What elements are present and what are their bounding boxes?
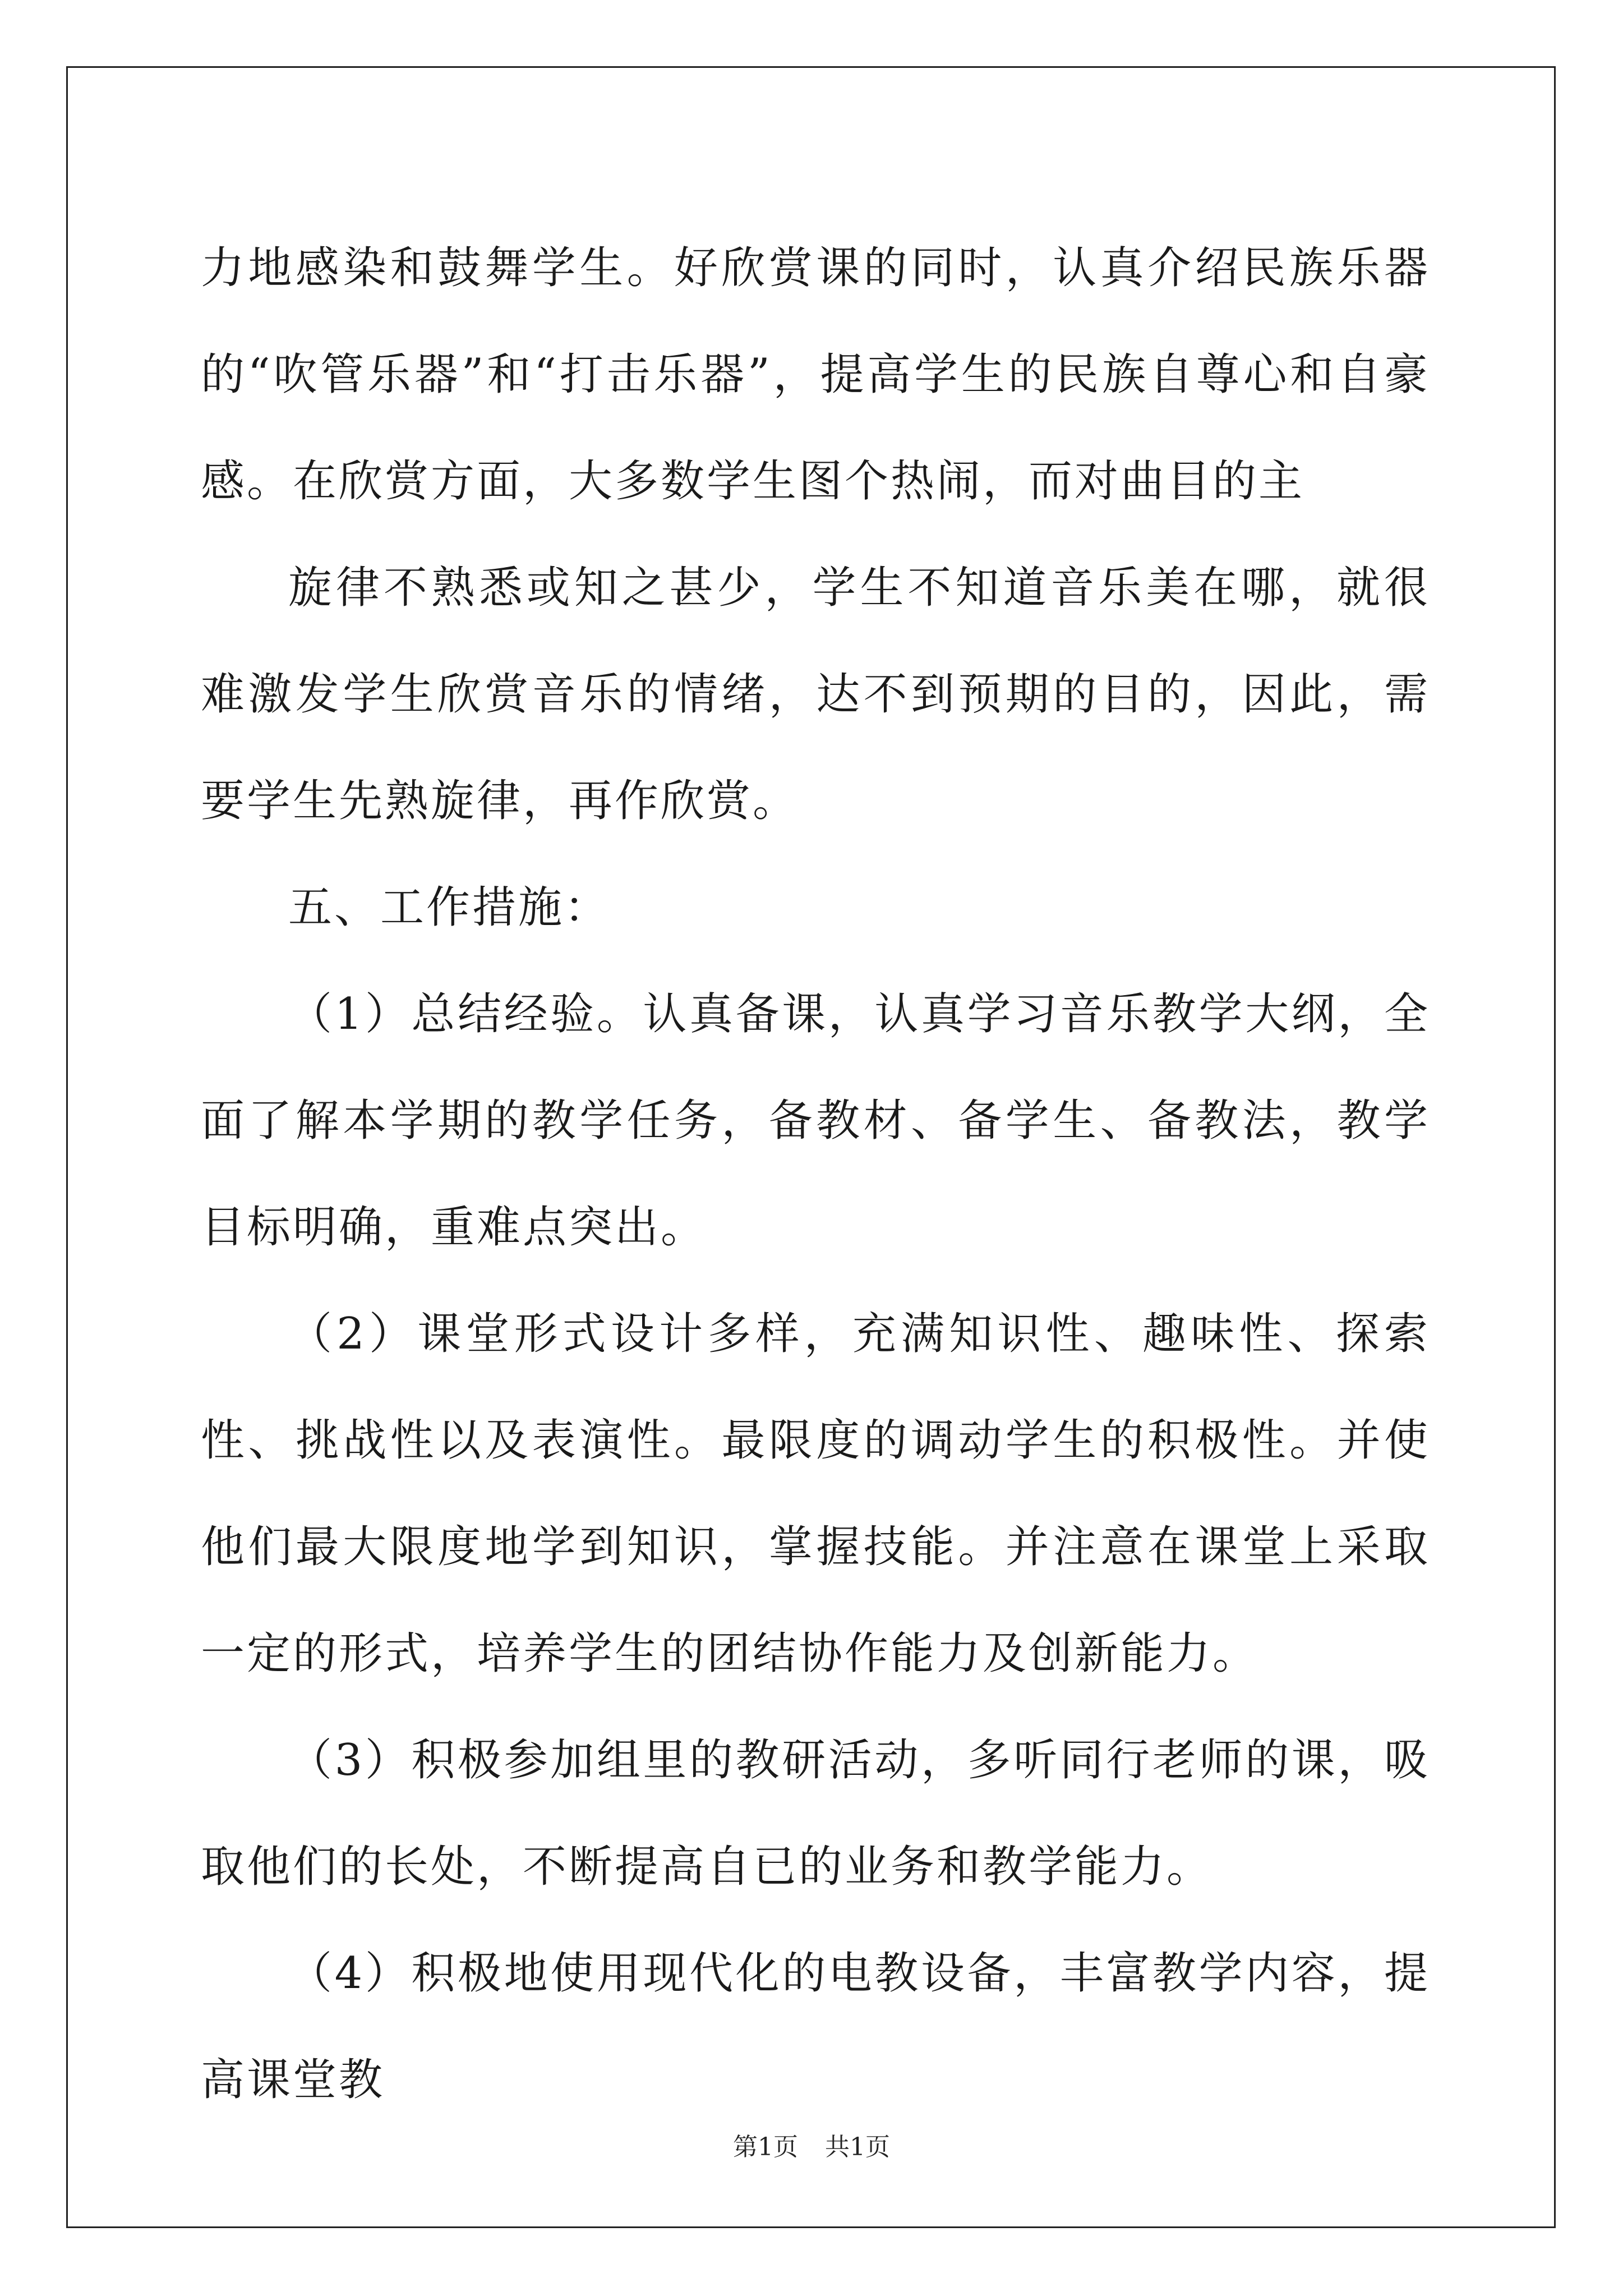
paragraph-measure-4: （4）积极地使用现代化的电教设备，丰富教学内容，提高课堂教 [201,1948,1430,2105]
paragraph-measure-1: （1）总结经验。认真备课，认真学习音乐教学大纲，全面了解本学期的教学任务，备教材、备学生、备教法，教学目标明确，重难点突出。 [201,989,1430,1253]
paragraph-2: 旋律不熟悉或知之甚少，学生不知道音乐美在哪，就很难激发学生欣赏音乐的情绪，达不到预期的目的，因此，需要学生先熟旋律，再作欣赏。 [201,563,1430,826]
page-number: 第1页 [733,2133,798,2161]
section-heading: 五、工作措施： [288,882,611,933]
page-total: 共1页 [825,2133,890,2161]
paragraph-1: 力地感染和鼓舞学生。好欣赏课的同时，认真介绍民族乐器的“吹管乐器”和“打击乐器”，提高学生的民族自尊心和自豪感。在欣赏方面，大多数学生图个热闹，而对曲目的主 [201,243,1430,507]
document-body [201,215,1430,2133]
page-footer [0,2131,1623,2164]
paragraph-measure-2: （2）课堂形式设计多样，充满知识性、趣味性、探索性、挑战性以及表演性。最限度的调动学生的积极性。并使他们最大限度地学到知识，掌握技能。并注意在课堂上采取一定的形式，培养学生的团结协作能力及创新能力。 [201,1309,1430,1679]
paragraph-measure-3: （3）积极参加组里的教研活动，多听同行老师的课，吸取他们的长处，不断提高自已的业务和教学能力。 [201,1735,1430,1892]
